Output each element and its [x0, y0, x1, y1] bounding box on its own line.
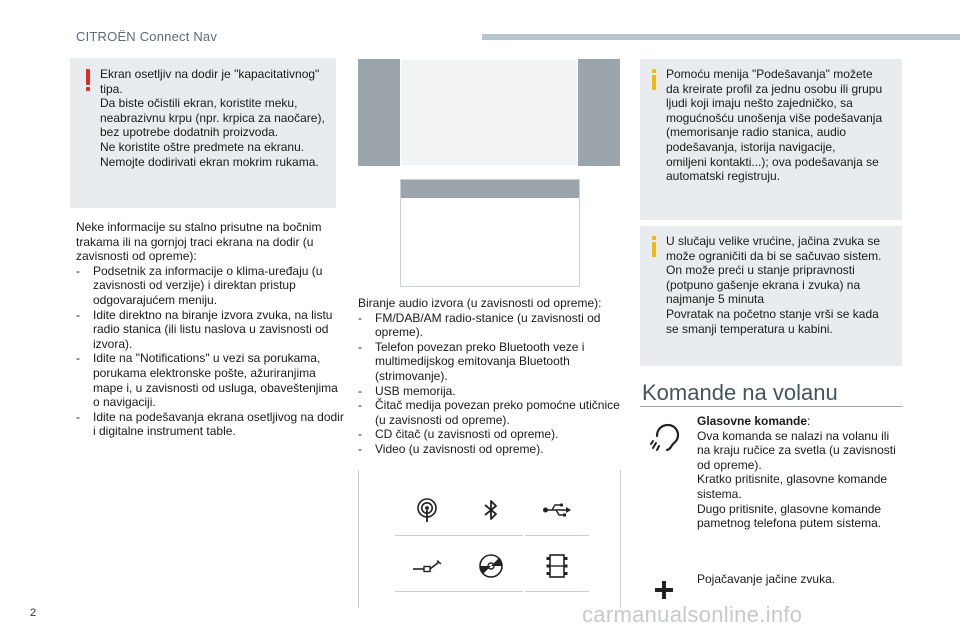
- voice-line: od opreme).: [697, 457, 762, 472]
- voice-command-heading: [697, 414, 911, 429]
- warning-line: Da biste očistili ekran, koristite meku,: [100, 96, 298, 111]
- left-column-text: [76, 220, 344, 439]
- list-item: - FM/DAB/AM radio-stanice (u zavisnosti od opreme).: [358, 311, 626, 340]
- info-line: On može preći u stanje pripravnosti: [666, 263, 855, 278]
- touchscreen-illustration: [358, 59, 620, 166]
- info-line: (potpuno gašenje ekrana i zvuka) na: [666, 277, 861, 292]
- warning-line: Nemojte dodirivati ekran mokrim rukama.: [100, 154, 319, 169]
- warning-text: [100, 67, 334, 169]
- voice-command-text: [697, 414, 911, 531]
- document-header-title: CITROËN Connect Nav: [76, 29, 218, 44]
- volume-up-plus-icon: [654, 580, 674, 604]
- info-icon: [652, 236, 656, 257]
- info-line: (memorisanje radio stanica, audio: [666, 125, 847, 140]
- list-item: - Telefon povezan preko Bluetooth veze i multimedijskog emitovanja Bluetooth (strimovanje).: [358, 340, 626, 384]
- list-item: - Idite na podešavanja ekrana osetljivog na dodir i digitalne instrument table.: [76, 410, 344, 439]
- info-line: podešavanja, istorija navigacije,: [666, 139, 836, 154]
- voice-command-icon: [647, 420, 683, 460]
- info-line: se smanji temperatura u kabini.: [666, 321, 833, 336]
- middle-column-text: [358, 296, 626, 457]
- list-item: - CD čitač (u zavisnosti od opreme).: [358, 427, 626, 442]
- section-title-steering-controls: Komande na volanu: [642, 380, 838, 405]
- page-number: 2: [30, 607, 37, 619]
- voice-line: Ova komanda se nalazi na volanu ili: [697, 428, 890, 443]
- info-line: omiljeni kontakti...); ova podešavanja se: [666, 154, 879, 169]
- left-info-list: [76, 264, 344, 439]
- list-item: - Video (u zavisnosti od opreme).: [358, 442, 626, 457]
- intro-line: trakama ili na gornjoj traci ekrana na dodir (u: [76, 234, 314, 249]
- warning-line: Ekran osetljiv na dodir je "kapacitativnog": [100, 67, 320, 81]
- voice-line: Kratko pritisnite, glasovne komande: [697, 472, 888, 487]
- list-item: - Podsetnik za informacije o klima-uređaju (u zavisnosti od verzije) i direktan pristup odgovarajućem meniju.: [76, 264, 344, 308]
- voice-line: sistema.: [697, 486, 742, 501]
- warning-line: Ne koristite oštre predmete na ekranu.: [100, 139, 305, 154]
- usb-icon: [525, 484, 589, 536]
- bluetooth-icon: [459, 484, 523, 536]
- warning-exclamation-icon: [86, 69, 90, 91]
- info-box-profiles-text: [666, 67, 900, 184]
- info-icon: [652, 69, 656, 90]
- radio-antenna-icon: [395, 484, 459, 536]
- list-item: - Idite na "Notifications" u vezi sa porukama, porukama elektronske pošte, ažuriranjima mape i, u zavisnosti od usluga, obaveštenjima o navigaciji.: [76, 351, 344, 409]
- video-film-icon: [525, 540, 589, 592]
- list-item: - Čitač medija povezan preko pomoćne utičnice (u zavisnosti od opreme).: [358, 398, 626, 427]
- aux-jack-icon: [395, 540, 459, 592]
- audio-source-icons-panel: [358, 470, 621, 608]
- info-line: da kreirate profil za jednu osobu ili grupu: [666, 81, 883, 96]
- info-line: mogućnošću unošenja više podešavanja: [666, 110, 883, 125]
- voice-line: pametnog telefona putem sistema.: [697, 516, 882, 531]
- warning-line: bez upotrebe dodatnih proizvoda.: [100, 125, 279, 140]
- volume-up-text: Pojačavanje jačine zvuka.: [697, 572, 836, 586]
- info-line: ljudi koji imaju nešto zajedničko, sa: [666, 96, 853, 111]
- info-line: najmanje 5 minuta: [666, 292, 765, 307]
- info-line: U slučaju velike vrućine, jačina zvuka se: [666, 234, 881, 248]
- voice-line: Dugo pritisnite, glasovne komande: [697, 501, 882, 516]
- warning-line: neabrazivnu krpu (npr. krpica za naočare),: [100, 110, 325, 125]
- cd-disc-icon: [459, 540, 523, 592]
- info-box-heat-text: [666, 234, 900, 336]
- watermark: carmanualsonline.info: [582, 602, 803, 627]
- warning-line: tipa.: [100, 81, 123, 96]
- voice-command-label: Glasovne komande: [697, 414, 808, 428]
- voice-command-colon: :: [807, 414, 811, 428]
- intro-line: Neke informacije su stalno prisutne na bočnim: [76, 220, 322, 234]
- header-rule: [482, 34, 960, 40]
- audio-source-intro: Biranje audio izvora (u zavisnosti od opreme):: [358, 296, 602, 310]
- list-item: - Idite direktno na biranje izvora zvuka, na listu radio stanica (ili listu naslova u zavisnosti od izvora).: [76, 308, 344, 352]
- audio-source-list: [358, 311, 626, 457]
- section-rule: [640, 406, 902, 407]
- touchscreen-display: [400, 59, 578, 166]
- intro-line: zavisnosti od opreme):: [76, 249, 197, 264]
- info-line: može ograničiti da bi se sačuvao sistem.: [666, 248, 882, 263]
- audio-source-screen-illustration: [400, 179, 580, 287]
- info-line: Povratak na početno stanje vrši se kada: [666, 306, 879, 321]
- list-item: - USB memorija.: [358, 384, 626, 399]
- screen-top-bar: [401, 180, 579, 198]
- voice-line: na kraju ručice za svetla (u zavisnosti: [697, 443, 896, 458]
- info-line: Pomoću menija "Podešavanja" možete: [666, 67, 873, 81]
- info-line: automatski registruju.: [666, 169, 781, 184]
